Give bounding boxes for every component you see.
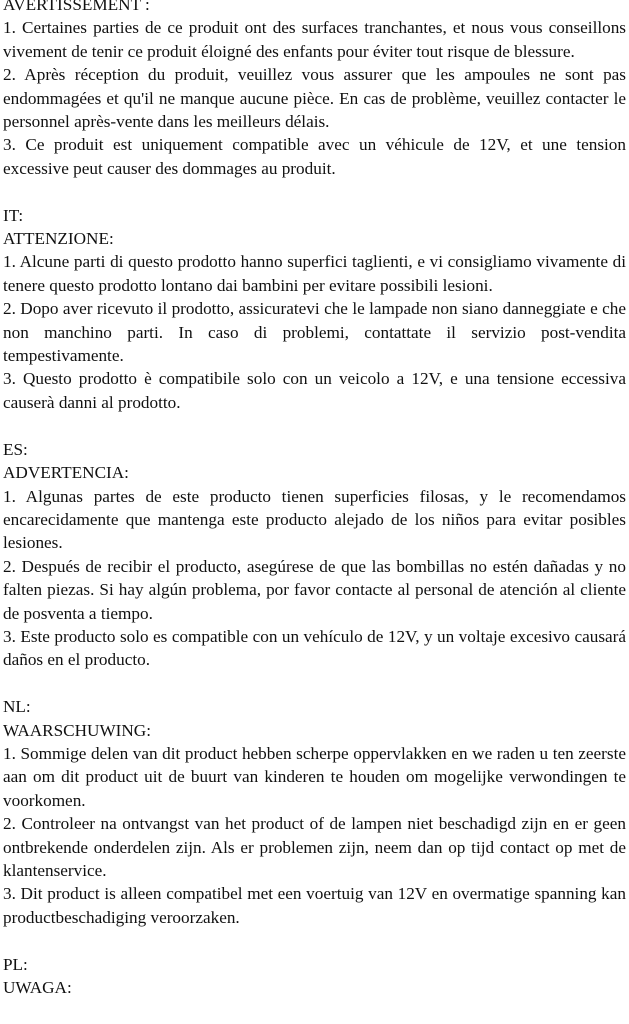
warning-item: 2. Après réception du produit, veuillez vous assurer que les ampoules ne sont pas endommagées et qu'il ne manque aucune pièce. En cas de problème, veuillez contacter le personnel après-vente dans les meilleurs délais.	[3, 65, 626, 132]
section-fr	[3, 0, 626, 180]
section-spacer	[3, 672, 626, 695]
warning-item: 1. Algunas partes de este producto tienen superficies filosas, y le recomendamos encarecidamente que mantenga este producto alejado de los niños para evitar posibles lesiones.	[3, 486, 626, 553]
language-code: ES:	[3, 439, 28, 459]
warning-item: 3. Questo prodotto è compatibile solo con un veicolo a 12V, e una tensione eccessiva causerà danni al prodotto.	[3, 369, 626, 412]
language-code: PL:	[3, 954, 28, 974]
warning-item: 3. Ce produit est uniquement compatible avec un véhicule de 12V, et une tension excessive peut causer des dommages au produit.	[3, 135, 626, 178]
warning-item: 2. Dopo aver ricevuto il prodotto, assicuratevi che le lampade non siano danneggiate e che non manchino parti. In caso di problemi, contattate il servizio post-vendita tempestivamente.	[3, 299, 626, 366]
section-pl	[3, 953, 626, 1000]
section-heading: ATTENZIONE:	[3, 229, 114, 249]
section-spacer	[3, 414, 626, 437]
section-es	[3, 438, 626, 672]
warning-item: 2. Después de recibir el producto, asegúrese de que las bombillas no estén dañadas y no falten piezas. Si hay algún problema, por favor contacte al personal de atención al cliente de posventa a tiempo.	[3, 556, 626, 623]
warning-item: 3. Este producto solo es compatible con un vehículo de 12V, y un voltaje excesivo causará daños en el producto.	[3, 626, 626, 670]
section-heading: ADVERTENCIA:	[3, 463, 129, 483]
section-heading: WAARSCHUWING:	[3, 720, 151, 740]
language-code: IT:	[3, 205, 24, 225]
warning-item: 1. Alcune parti di questo prodotto hanno superfici taglienti, e vi consigliamo vivamente di tenere questo prodotto lontano dai bambini per evitare possibili lesioni.	[3, 252, 626, 295]
section-spacer	[3, 929, 626, 952]
warning-item: 2. Controleer na ontvangst van het product of de lampen niet beschadigd zijn en er geen ontbrekende onderdelen zijn. Als er problemen zijn, neem dan op tijd contact op met de klantenservice.	[3, 814, 626, 880]
section-heading: AVERTISSEMENT :	[3, 0, 150, 14]
warning-item: 1. Sommige delen van dit product hebben scherpe oppervlakken en we raden u ten zeerste aan om dit product uit de buurt van kinderen te houden om mogelijke verwondingen te voorkomen.	[3, 743, 626, 810]
warning-item: 1. Certaines parties de ce produit ont des surfaces tranchantes, et nous vous conseillons vivement de tenir ce produit éloigné des enfants pour éviter tout risque de blessure.	[3, 18, 626, 61]
section-nl	[3, 695, 626, 929]
warning-item: 3. Dit product is alleen compatibel met een voertuig van 12V en overmatige spanning kan productbeschadiging veroorzaken.	[3, 884, 626, 927]
section-heading: UWAGA:	[3, 978, 72, 997]
language-code: NL:	[3, 697, 31, 717]
section-spacer	[3, 180, 626, 203]
section-it	[3, 204, 626, 415]
